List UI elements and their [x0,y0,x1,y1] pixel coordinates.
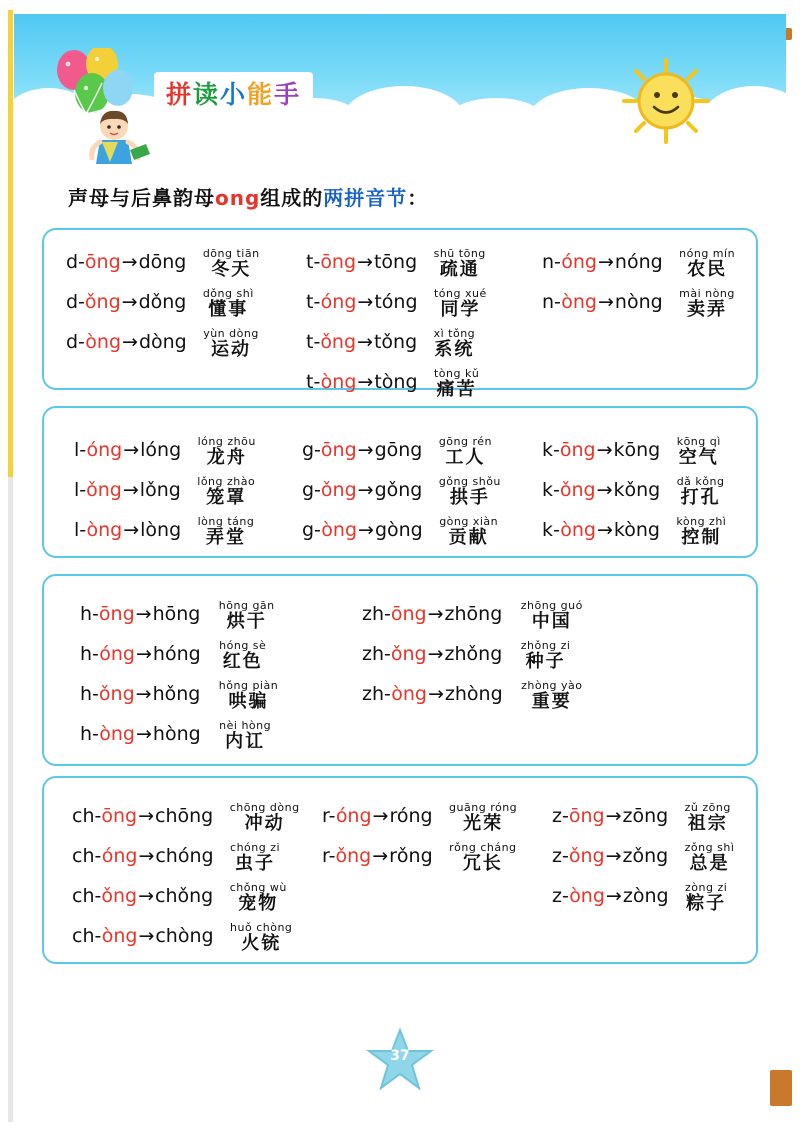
page-edge-left [8,10,13,1122]
syllable: rǒng [389,845,433,868]
word-hanzi: 冲动 [244,813,285,834]
final: òng [391,683,427,706]
word-pinyin: rǒng cháng [449,841,517,854]
syllable-row [322,802,517,834]
arrow-icon: → [136,723,152,746]
word-pinyin: lǒng zhào [197,475,256,488]
header-title-box [154,72,313,116]
syllable-row [552,842,734,874]
initial: n- [542,291,562,314]
syllable: kòng [613,519,660,542]
initial: zh- [362,643,391,666]
final: ǒng [98,683,135,706]
syllable-row [66,328,259,360]
initial: k- [542,439,560,462]
arrow-icon: → [427,643,444,666]
initial: zh- [362,603,391,626]
syllable: lòng [140,519,182,542]
word-hanzi: 控制 [681,527,722,548]
syllable: zhōng [444,603,503,626]
syllable: hóng [152,643,201,666]
final: òng [321,519,358,542]
word-hanzi: 冬天 [211,259,252,280]
syllable-row [552,802,731,834]
word-pinyin: nóng mín [679,247,736,260]
syllable: chǒng [155,885,214,908]
arrow-icon: → [596,439,613,462]
word-pinyin: dǎ kǒng [676,475,725,488]
syllable-row [542,516,726,548]
word-pinyin: nèi hòng [219,719,272,732]
word-pinyin: dǒng shì [202,287,254,300]
final: ōng [320,439,357,462]
initial: t- [306,291,321,314]
arrow-icon: → [138,805,155,828]
initial: d- [66,331,86,354]
syllable-row [72,802,300,834]
initial: ch- [72,885,102,908]
final: ǒng [320,331,357,354]
syllable: tóng [374,291,418,314]
arrow-icon: → [427,683,444,706]
word-hanzi: 种子 [525,651,566,672]
word-pinyin: chóng zi [230,841,281,854]
syllable: zǒng [622,845,669,868]
word-pinyin: gòng xiàn [439,515,499,528]
final: ǒng [84,291,121,314]
word-pinyin: zǔ zōng [684,801,731,814]
word-hanzi: 红色 [222,651,263,672]
initial: r- [322,845,336,868]
arrow-icon: → [138,925,155,948]
word-hanzi: 系统 [434,339,475,360]
final: óng [99,643,135,666]
word-hanzi: 懂事 [208,299,249,320]
word-pinyin: kōng qì [676,435,721,448]
page-number: 37 [390,1048,410,1064]
syllable: chóng [155,845,214,868]
initial: g- [302,519,322,542]
word-hanzi: 拱手 [449,487,490,508]
final: ǒng [335,845,372,868]
initial: h- [80,723,100,746]
arrow-icon: → [138,885,155,908]
final: ǒng [568,845,605,868]
syllable: dòng [138,331,187,354]
final: ǒng [559,479,596,502]
initial: d- [66,251,85,274]
syllable-row [72,842,280,874]
syllable: nòng [614,291,663,314]
syllable-row [542,248,735,280]
initial: z- [552,885,570,908]
word-hanzi: 笼罩 [206,487,247,508]
syllable: dōng [138,251,187,274]
initial: h- [80,683,99,706]
page-title: 拼读小能手 [166,80,302,109]
syllable: tōng [373,251,418,274]
syllable: hōng [152,603,201,626]
initial: ch- [72,845,102,868]
word-pinyin: hóng sè [219,639,267,652]
initial: t- [306,251,321,274]
subtitle-highlight: 两拼音节 [323,186,408,210]
initial: ch- [72,805,102,828]
word-hanzi: 贡献 [448,527,489,548]
word-pinyin: zhōng guó [520,599,583,612]
syllable-row [306,248,486,280]
final: òng [569,885,605,908]
syllable-row [72,882,287,914]
arrow-icon: → [357,331,373,354]
arrow-icon: → [358,519,374,542]
syllable-row [74,476,255,508]
arrow-icon: → [605,805,622,828]
arrow-icon: → [372,805,389,828]
syllable: dǒng [138,291,187,314]
syllable: gōng [374,439,423,462]
sun-icon [616,54,716,150]
syllable: chòng [155,925,214,948]
initial: h- [80,603,99,626]
syllable: chōng [155,805,214,828]
practice-card-3 [42,574,758,766]
arrow-icon: → [121,251,138,274]
girl-icon [80,110,150,164]
initial: z- [552,845,569,868]
syllable: lóng [140,439,182,462]
word-pinyin: guāng róng [449,801,518,814]
word-pinyin: lóng zhōu [197,435,256,448]
initial: g- [302,439,321,462]
word-hanzi: 烘干 [226,611,267,632]
arrow-icon: → [123,519,140,542]
syllable-row [302,516,498,548]
arrow-icon: → [605,845,622,868]
final: òng [320,371,357,394]
subtitle-prefix: 声母与后鼻韵母 [68,186,215,210]
word-hanzi: 虫子 [235,853,276,874]
arrow-icon: → [138,845,155,868]
arrow-icon: → [357,371,374,394]
final: óng [101,845,138,868]
syllable-row [74,516,254,548]
word-pinyin: chōng dòng [229,801,300,814]
syllable: tǒng [373,331,418,354]
page-edge-bottom-right [770,1070,792,1106]
syllable: hǒng [152,683,201,706]
syllable-row [322,842,517,874]
balloons-icon [52,48,148,118]
syllable-row [552,882,727,914]
final: ōng [84,251,121,274]
initial: l- [74,519,87,542]
arrow-icon: → [122,479,139,502]
word-hanzi: 农民 [687,259,728,280]
initial: t- [306,371,321,394]
subtitle-final: ong [215,186,261,210]
syllable-row [74,436,256,468]
syllable-row [302,476,501,508]
initial: zh- [362,683,392,706]
word-hanzi: 宠物 [238,893,279,914]
syllable-row [80,680,278,712]
word-pinyin: dōng tiān [202,247,260,260]
syllable-row [306,328,475,360]
initial: k- [542,479,560,502]
syllable: zōng [622,805,669,828]
syllable-row [306,288,487,320]
final: òng [560,519,596,542]
word-hanzi: 痛苦 [436,379,477,400]
syllable: zhǒng [444,643,503,666]
arrow-icon: → [123,439,140,462]
arrow-icon: → [598,291,614,314]
final: óng [561,251,597,274]
final: ǒng [101,885,138,908]
word-pinyin: lòng táng [197,515,255,528]
word-pinyin: zǒng shì [684,841,735,854]
initial: r- [322,805,336,828]
syllable: zòng [622,885,669,908]
word-hanzi: 运动 [211,339,251,360]
initial: l- [74,439,87,462]
initial: z- [552,805,569,828]
word-hanzi: 龙舟 [206,447,247,468]
subtitle-middle: 组成的 [260,186,324,210]
arrow-icon: → [598,251,614,274]
syllable-row [362,640,571,672]
final: ǒng [86,479,122,502]
final: ōng [559,439,596,462]
word-hanzi: 粽子 [686,893,727,914]
syllable: kōng [613,439,661,462]
final: óng [335,805,372,828]
word-pinyin: tòng kǔ [433,367,480,380]
word-hanzi: 疏通 [439,259,480,280]
arrow-icon: → [357,479,374,502]
final: òng [85,331,122,354]
initial: n- [542,251,562,274]
word-pinyin: huǒ chòng [230,921,293,934]
word-hanzi: 祖宗 [687,813,728,834]
arrow-icon: → [135,603,152,626]
final: ōng [568,805,605,828]
practice-card-4 [42,776,758,964]
initial: t- [306,331,321,354]
syllable: kǒng [613,479,661,502]
word-pinyin: yùn dòng [203,327,259,340]
initial: g- [302,479,321,502]
arrow-icon: → [605,885,622,908]
syllable-row [80,600,275,632]
word-pinyin: tóng xué [433,287,487,300]
word-hanzi: 光荣 [463,813,504,834]
word-pinyin: xì tǒng [433,327,476,340]
arrow-icon: → [121,291,138,314]
initial: l- [74,479,87,502]
word-pinyin: kòng zhì [676,515,727,528]
final: ōng [101,805,138,828]
word-hanzi: 内讧 [225,731,266,752]
final: óng [320,291,357,314]
syllable: gòng [374,519,423,542]
syllable: tòng [374,371,418,394]
word-hanzi: 哄骗 [228,691,269,712]
word-hanzi: 打孔 [680,487,721,508]
arrow-icon: → [596,519,613,542]
word-hanzi: 火铳 [241,933,282,954]
word-hanzi: 重要 [531,691,572,712]
word-pinyin: zhòng yào [521,679,583,692]
final: ōng [98,603,135,626]
arrow-icon: → [136,643,152,666]
final: ōng [320,251,357,274]
word-hanzi: 弄堂 [206,527,246,548]
syllable: gǒng [374,479,423,502]
final: ǒng [320,479,357,502]
final: óng [86,439,123,462]
word-hanzi: 工人 [445,447,486,468]
final: òng [101,925,138,948]
syllable: róng [389,805,433,828]
section-subtitle [68,182,428,211]
page-header [14,14,786,164]
word-pinyin: hǒng piàn [218,679,279,692]
word-pinyin: gǒng shǒu [438,475,501,488]
arrow-icon: → [357,251,373,274]
syllable-row [306,368,479,400]
syllable: zhòng [444,683,503,706]
word-pinyin: zòng zi [685,881,728,894]
syllable-row [302,436,492,468]
word-hanzi: 冗长 [462,853,503,874]
initial: h- [80,643,100,666]
syllable-row [66,288,254,320]
practice-card-1 [42,228,758,400]
word-pinyin: shū tōng [433,247,486,260]
word-hanzi: 空气 [678,447,719,468]
syllable-row [362,680,583,712]
final: òng [86,519,123,542]
syllable-row [542,476,724,508]
word-hanzi: 中国 [531,611,572,632]
syllable: lǒng [139,479,181,502]
final: ōng [390,603,427,626]
syllable-row [542,288,735,320]
syllable-row [80,720,271,752]
syllable-row [66,248,260,280]
arrow-icon: → [122,331,138,354]
word-pinyin: zhǒng zi [520,639,571,652]
final: ǒng [390,643,427,666]
syllable-row [72,922,292,954]
initial: k- [542,519,561,542]
word-pinyin: chǒng wù [229,881,287,894]
syllable: hòng [152,723,201,746]
syllable-row [542,436,721,468]
arrow-icon: → [135,683,152,706]
word-hanzi: 同学 [440,299,481,320]
final: òng [561,291,597,314]
word-pinyin: mài nòng [679,287,735,300]
arrow-icon: → [372,845,389,868]
syllable: nóng [614,251,663,274]
arrow-icon: → [357,291,374,314]
syllable-row [80,640,266,672]
arrow-icon: → [596,479,613,502]
practice-card-2 [42,406,758,558]
arrow-icon: → [427,603,444,626]
word-hanzi: 卖弄 [686,299,727,320]
syllable-row [362,600,583,632]
subtitle-suffix: ： [407,186,429,210]
initial: ch- [72,925,102,948]
arrow-icon: → [357,439,374,462]
word-hanzi: 总是 [689,853,730,874]
final: òng [99,723,135,746]
word-pinyin: gōng rén [438,435,493,448]
initial: d- [66,291,85,314]
word-pinyin: hōng gān [218,599,275,612]
